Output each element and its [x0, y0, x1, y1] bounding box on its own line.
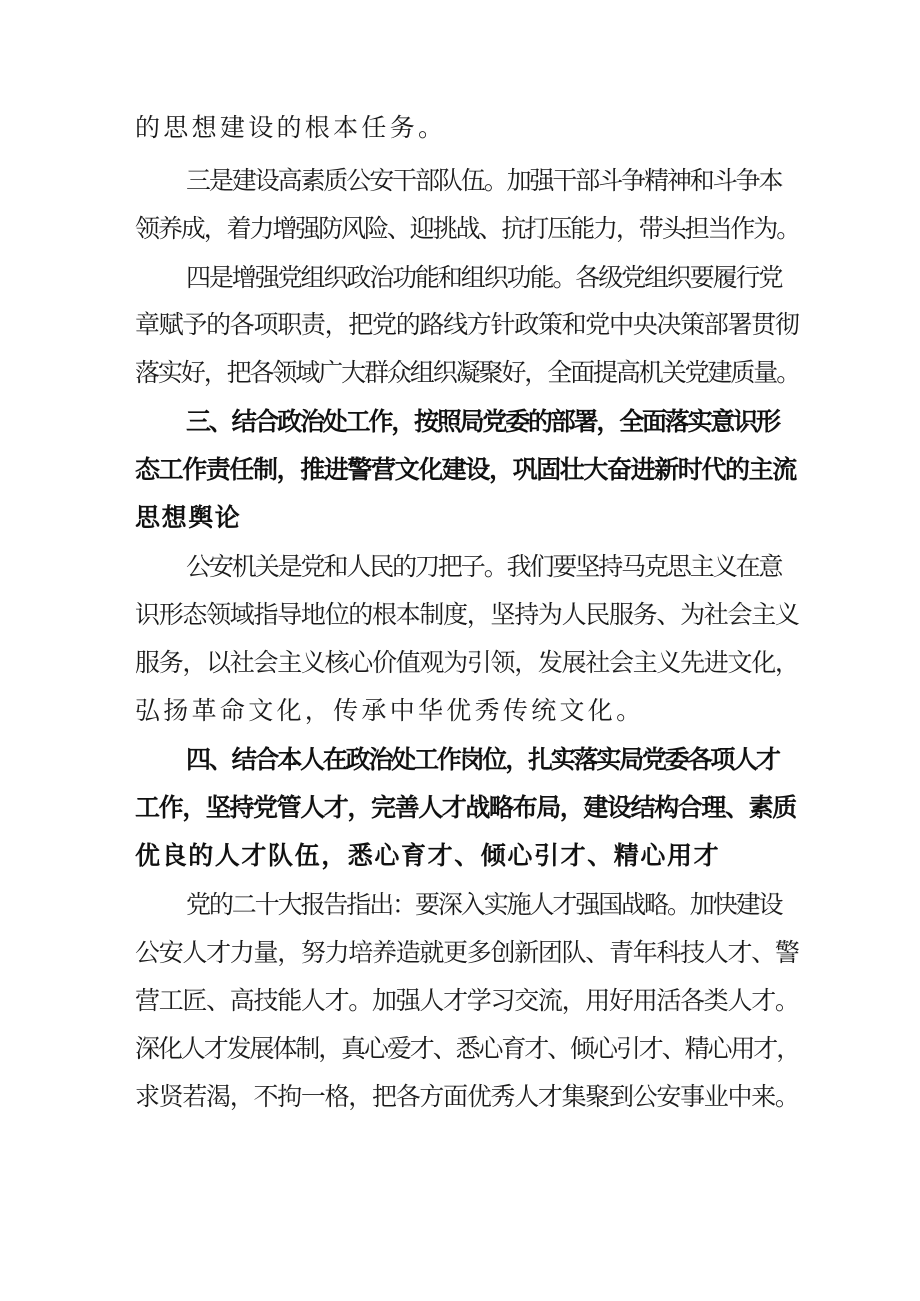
section-heading-line: 工作，坚持党管人才，完善人才战略布局，建设结构合理、素质 [135, 793, 796, 822]
paragraph-line: 深化人才发展体制，真心爱才、悉心育才、倾心引才、精心用才， [135, 1034, 800, 1063]
section-heading-line: 态工作责任制，推进警营文化建设，巩固壮大奋进新时代的主流 [135, 455, 796, 484]
paragraph-line: 服务，以社会主义核心价值观为引领，发展社会主义先进文化， [135, 648, 799, 677]
section-heading-line: 四、结合本人在政治处工作岗位，扎实落实局党委各项人才 [186, 745, 779, 774]
paragraph-line: 落实好，把各领域广大群众组织凝聚好，全面提高机关党建质量。 [135, 358, 800, 387]
paragraph-line: 的思想建设的根本任务。 [135, 113, 447, 142]
paragraph-line: 章赋予的各项职责，把党的路线方针政策和党中央决策部署贯彻 [135, 310, 799, 339]
paragraph-line: 领养成，着力增强防风险、迎挑战、抗打压能力，带头担当作为。 [135, 214, 800, 243]
section-heading-line: 思想舆论 [135, 503, 242, 532]
paragraph-line: 三是建设高素质公安干部队伍。加强干部斗争精神和斗争本 [186, 166, 782, 195]
section-heading-line: 优良的人才队伍，悉心育才、倾心引才、精心用才 [135, 841, 721, 870]
paragraph-line: 营工匠、高技能人才。加强人才学习交流，用好用活各类人才。 [135, 986, 799, 1015]
paragraph-line: 求贤若渴，不拘一格，把各方面优秀人才集聚到公安事业中来。 [135, 1082, 799, 1111]
paragraph-line: 公安人才力量，努力培养造就更多创新团队、青年科技人才、警 [135, 938, 799, 967]
section-heading-line: 三、结合政治处工作，按照局党委的部署，全面落实意识形 [186, 407, 779, 436]
paragraph-line: 四是增强党组织政治功能和组织功能。各级党组织要履行党 [186, 263, 782, 292]
paragraph-line: 公安机关是党和人民的刀把子。我们要坚持马克思主义在意 [186, 552, 782, 581]
paragraph-line: 识形态领域指导地位的根本制度，坚持为人民服务、为社会主义 [135, 600, 799, 629]
paragraph-line: 党的二十大报告指出：要深入实施人才强国战略。加快建设 [186, 890, 782, 919]
paragraph-line: 弘扬革命文化，传承中华优秀传统文化。 [135, 696, 645, 725]
